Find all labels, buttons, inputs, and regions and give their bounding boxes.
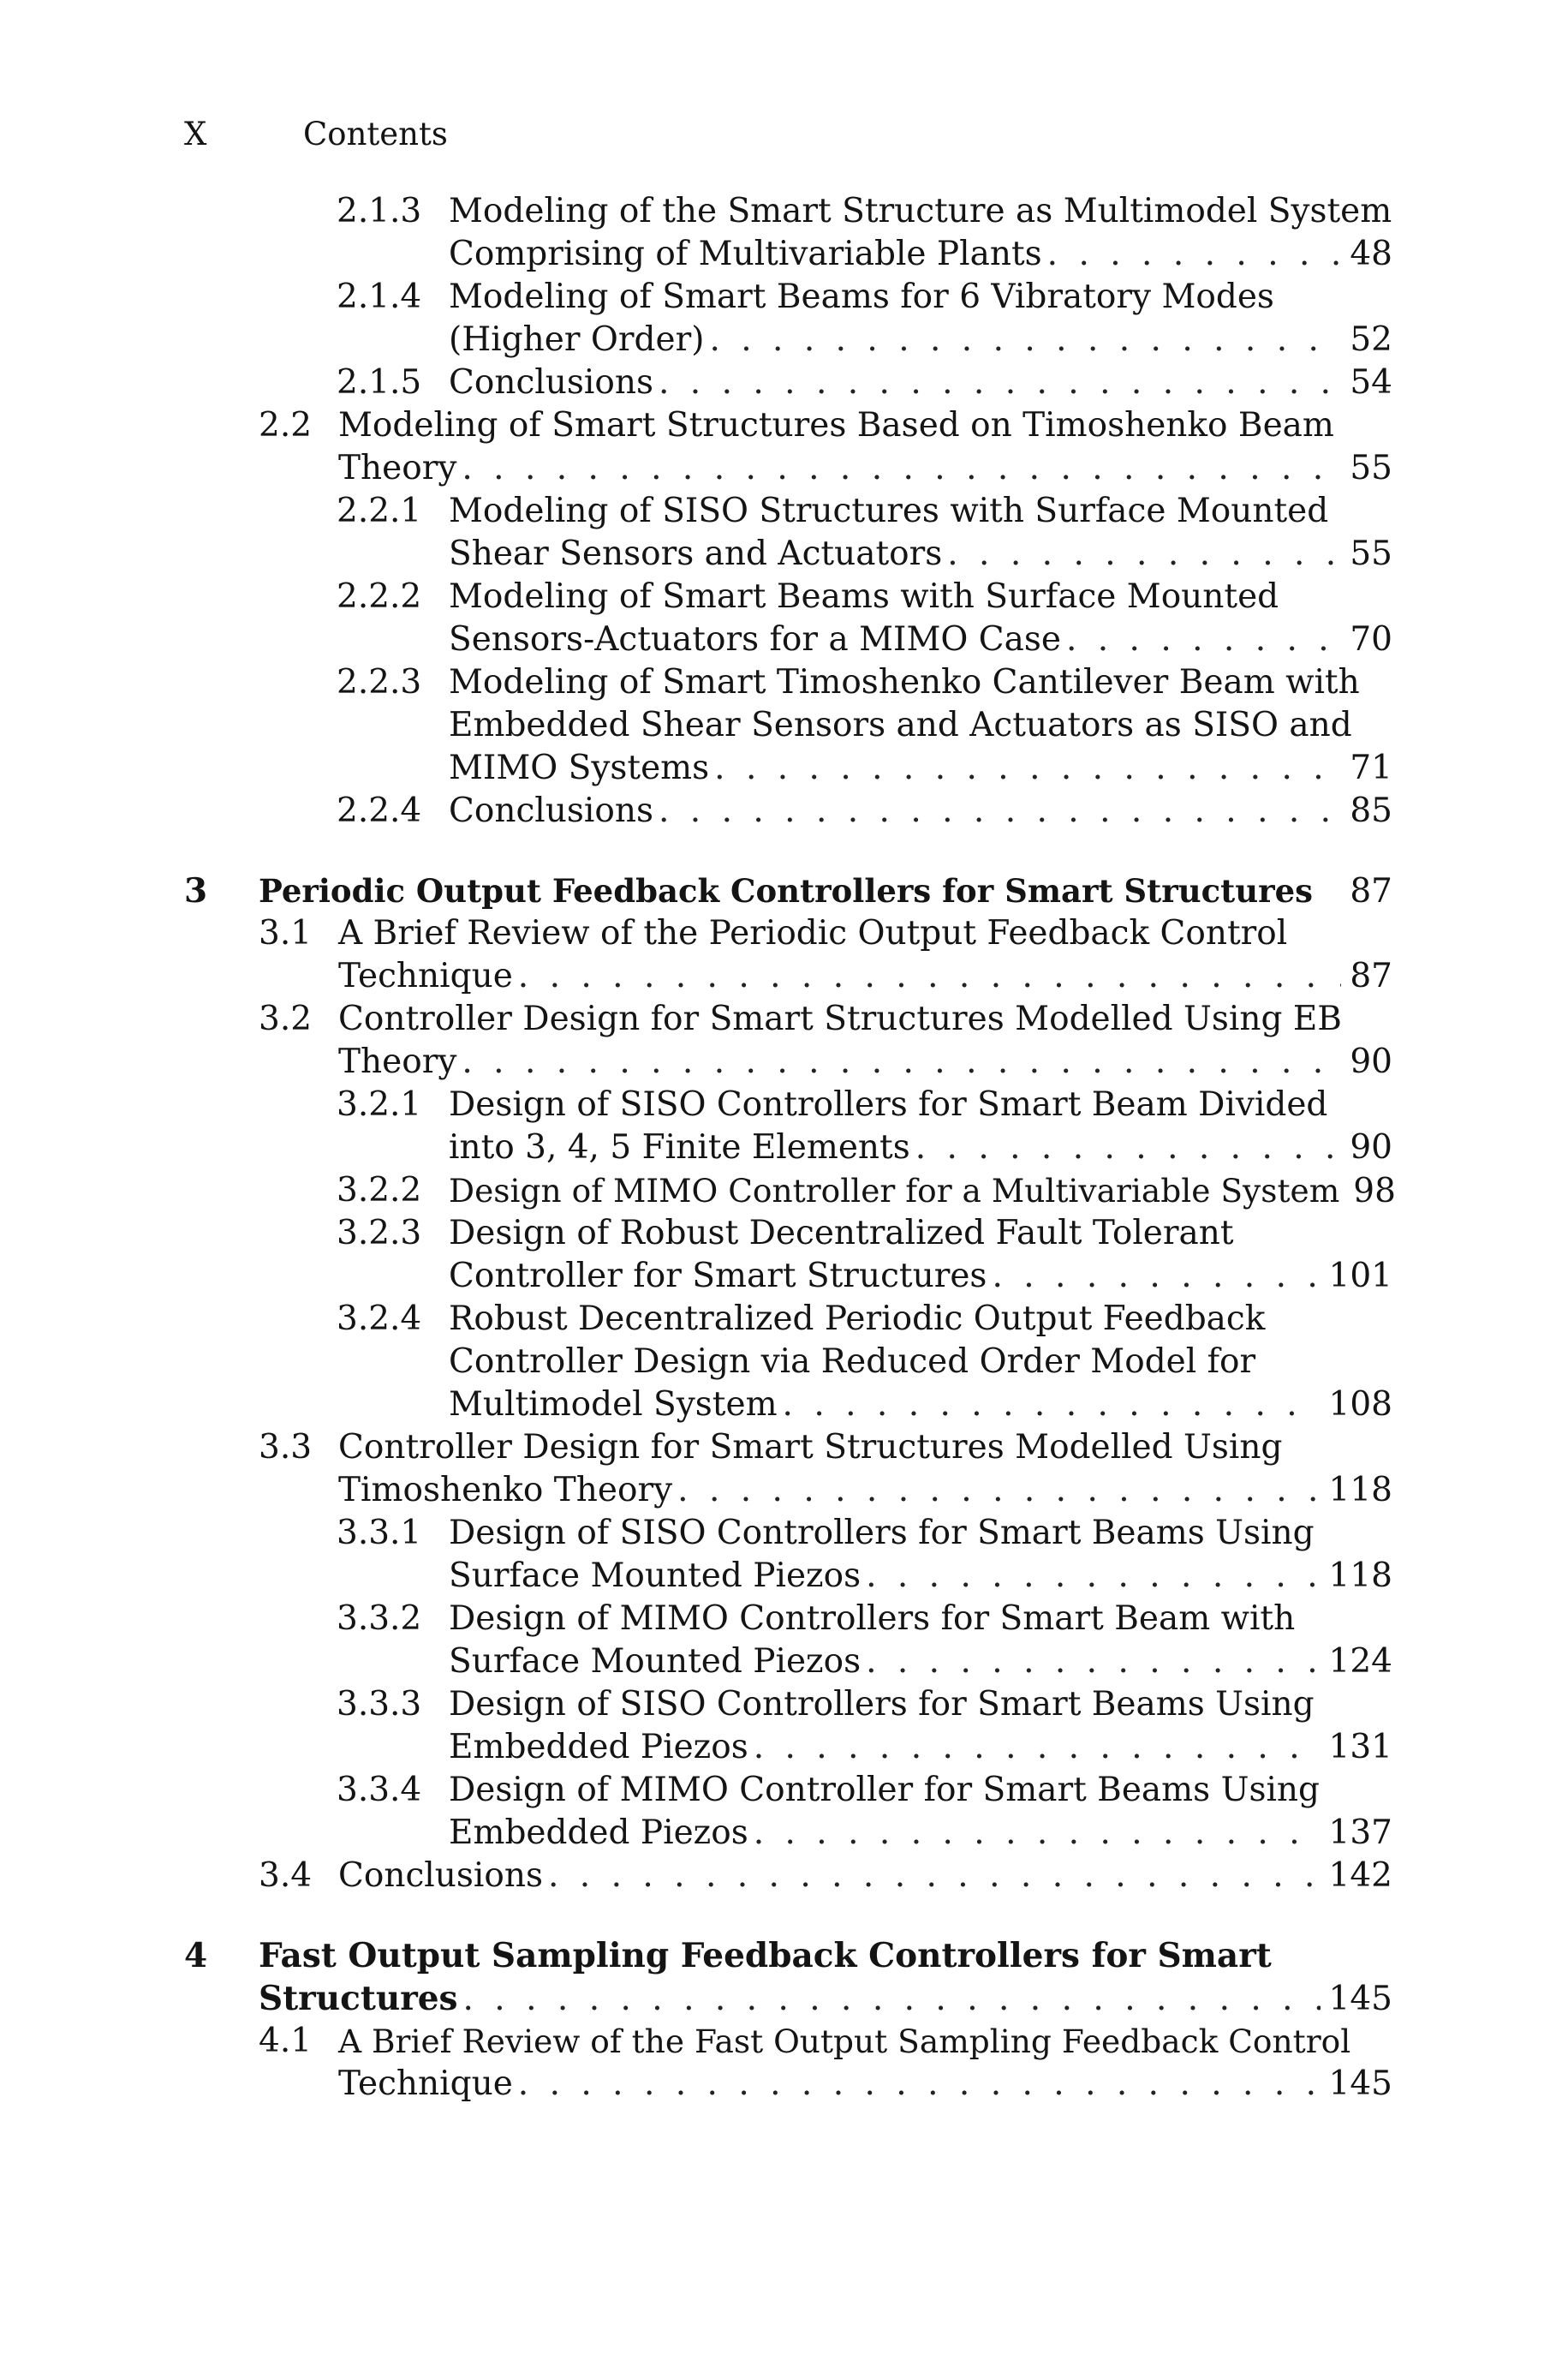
toc-entry-4-1-cont[interactable] — [338, 2063, 1392, 2106]
toc-entry-title-cont: Multimodel System — [449, 1385, 778, 1424]
toc-entry-title-cont: into 3, 4, 5 Finite Elements — [449, 1128, 910, 1167]
toc-entry-3-2-3-cont[interactable] — [449, 1255, 1392, 1298]
toc-entry-2-2-3-cont[interactable] — [449, 704, 1392, 747]
toc-page-number: 101 — [1328, 1257, 1392, 1295]
toc-page-number: 55 — [1350, 449, 1392, 487]
toc-page-number: 90 — [1350, 1128, 1392, 1167]
toc-entry-2-2[interactable] — [259, 404, 1392, 447]
toc-entry-3-3[interactable] — [259, 1426, 1392, 1469]
toc-entry-title: Modeling of SISO Structures with Surface Mounted — [449, 492, 1329, 530]
toc-entry-2-1-5[interactable] — [337, 361, 1392, 404]
toc-entry-3-1-cont[interactable] — [338, 955, 1392, 998]
leader-dots — [754, 1812, 1321, 1855]
leader-dots — [659, 361, 1341, 404]
toc-chapter-4[interactable] — [184, 1934, 1392, 1977]
leader-dots — [754, 1726, 1321, 1769]
toc-entry-number: 3.3.3 — [337, 1685, 422, 1724]
toc-page-number: 124 — [1328, 1642, 1392, 1681]
leader-dots — [915, 1126, 1342, 1169]
toc-entry-3-3-4[interactable] — [337, 1769, 1392, 1812]
toc-entry-number: 2.2.1 — [337, 492, 422, 530]
toc-entry-title: Design of SISO Controllers for Smart Beams Using — [449, 1514, 1315, 1552]
toc-entry-title-cont: Timoshenko Theory — [338, 1471, 673, 1509]
toc-entry-title: Modeling of Smart Beams for 6 Vibratory Modes — [449, 278, 1274, 316]
toc-entry-title: A Brief Review of the Fast Output Sampling Feedback Control — [338, 2022, 1351, 2060]
toc-entry-2-2-2-cont[interactable] — [449, 618, 1392, 661]
leader-dots — [866, 1640, 1320, 1683]
toc-chapter-title-cont: Structures — [259, 1979, 458, 2018]
toc-entry-3-2-1-cont[interactable] — [449, 1126, 1392, 1169]
toc-entry-2-2-1[interactable] — [337, 490, 1392, 533]
toc-entry-title-cont: Surface Mounted Piezos — [449, 1642, 862, 1681]
toc-page-number: 118 — [1328, 1471, 1392, 1509]
leader-dots — [518, 2063, 1321, 2106]
toc-entry-2-2-cont[interactable] — [338, 447, 1392, 490]
toc-entry-2-2-3[interactable] — [337, 661, 1392, 704]
toc-entry-2-2-3-cont2[interactable] — [449, 747, 1392, 790]
leader-dots — [518, 955, 1342, 998]
toc-page-number: 54 — [1350, 363, 1392, 402]
toc-entry-title: Design of SISO Controllers for Smart Beam Divided — [449, 1085, 1328, 1124]
leader-dots — [866, 1555, 1320, 1598]
leader-dots — [462, 1041, 1341, 1084]
toc-page-number: 48 — [1350, 235, 1392, 273]
toc-entry-title: Controller Design for Smart Structures Modelled Using EB — [338, 1000, 1342, 1038]
toc-entry-title: A Brief Review of the Periodic Output Feedback Control — [338, 914, 1288, 953]
toc-entry-3-2-4[interactable] — [337, 1298, 1392, 1341]
toc-entry-3-3-1-cont[interactable] — [449, 1555, 1392, 1598]
toc-entry-2-1-3[interactable] — [337, 190, 1392, 233]
page-folio: X — [184, 116, 207, 152]
toc-entry-number: 4.1 — [259, 2022, 313, 2060]
toc-entry-number: 2.1.5 — [337, 363, 422, 402]
toc-chapter-title: Periodic Output Feedback Controllers for Smart Structures — [259, 872, 1314, 910]
toc-page-number: 87 — [1350, 872, 1392, 911]
toc-entry-title-cont: Controller Design via Reduced Order Model for — [449, 1342, 1256, 1381]
toc-entry-title: Design of SISO Controllers for Smart Beams Using — [449, 1685, 1315, 1724]
toc-entry-title: Modeling of Smart Beams with Surface Mounted — [449, 577, 1279, 616]
toc-entry-title: Controller Design for Smart Structures Modelled Using — [338, 1428, 1283, 1467]
toc-entry-3-3-4-cont[interactable] — [449, 1812, 1392, 1855]
toc-entry-number: 3.3.2 — [337, 1599, 422, 1638]
toc-entry-3-2-3[interactable] — [337, 1212, 1392, 1255]
toc-entry-2-2-4[interactable] — [337, 790, 1392, 833]
toc-entry-3-2-4-cont[interactable] — [449, 1341, 1392, 1383]
toc-entry-number: 3.3 — [259, 1428, 313, 1467]
toc-entry-title: Design of MIMO Controller for a Multivariable System — [449, 1172, 1340, 1210]
toc-page-number: 108 — [1328, 1385, 1392, 1424]
toc-chapter-number: 3 — [184, 871, 208, 911]
toc-entry-title-cont: Shear Sensors and Actuators — [449, 535, 943, 573]
leader-dots — [783, 1383, 1321, 1426]
toc-entry-2-2-2[interactable] — [337, 576, 1392, 618]
toc-entry-title: Conclusions — [449, 363, 653, 402]
toc-entry-title: Conclusions — [449, 792, 653, 830]
toc-entry-number: 2.1.3 — [337, 192, 422, 230]
toc-entry-3-2-cont[interactable] — [338, 1041, 1392, 1084]
toc-entry-title-cont: Embedded Piezos — [449, 1813, 748, 1852]
toc-entry-number: 3.1 — [259, 914, 313, 953]
leader-dots — [548, 1855, 1321, 1897]
toc-entry-3-3-3[interactable] — [337, 1683, 1392, 1726]
toc-entry-title-cont: MIMO Systems — [449, 749, 710, 787]
toc-entry-number: 2.2.3 — [337, 663, 422, 702]
toc-entry-title-cont: Controller for Smart Structures — [449, 1257, 987, 1295]
toc-entry-3-2-4-cont2[interactable] — [449, 1383, 1392, 1426]
toc-entry-4-1[interactable] — [259, 2020, 1392, 2063]
leader-dots — [714, 747, 1341, 790]
toc-page-number: 137 — [1328, 1813, 1392, 1852]
toc-entry-number: 3.2.3 — [337, 1214, 422, 1252]
toc-entry-number: 2.2.2 — [337, 577, 422, 616]
toc-entry-number: 3.3.1 — [337, 1514, 422, 1552]
leader-dots — [1047, 233, 1342, 276]
toc-entry-3-3-2-cont[interactable] — [449, 1640, 1392, 1683]
toc-page-number: 71 — [1350, 749, 1392, 787]
toc-entry-3-4[interactable] — [259, 1855, 1392, 1897]
toc-entry-title: Modeling of the Smart Structure as Multimodel System — [449, 192, 1392, 230]
toc-chapter-title: Fast Output Sampling Feedback Controllers for Smart — [259, 1936, 1272, 1975]
toc-entry-number: 3.2.2 — [337, 1171, 422, 1210]
toc-entry-3-2-2[interactable] — [337, 1169, 1396, 1212]
toc-entry-2-2-1-cont[interactable] — [449, 533, 1392, 576]
toc-page-number: 98 — [1353, 1172, 1396, 1210]
toc-entry-2-1-4-cont[interactable] — [449, 319, 1392, 361]
toc-page-number: 145 — [1328, 2064, 1392, 2103]
toc-entry-title: Design of MIMO Controller for Smart Beams Using — [449, 1771, 1321, 1809]
toc-entry-3-2[interactable] — [259, 998, 1392, 1041]
toc-entry-number: 3.2.1 — [337, 1085, 422, 1124]
toc-page-number: 118 — [1328, 1556, 1392, 1595]
leader-dots — [947, 533, 1341, 576]
running-head-title: Contents — [303, 116, 448, 152]
toc-entry-3-3-1[interactable] — [337, 1512, 1392, 1555]
toc-entry-2-1-3-cont[interactable] — [449, 233, 1392, 276]
toc-entry-2-1-4[interactable] — [337, 276, 1392, 319]
toc-entry-title-cont: Theory — [338, 1043, 457, 1081]
toc-entry-3-3-3-cont[interactable] — [449, 1726, 1392, 1769]
toc-entry-number: 2.2.4 — [337, 792, 422, 830]
toc-entry-title: Modeling of Smart Timoshenko Cantilever Beam with — [449, 663, 1360, 702]
toc-page-number: 131 — [1328, 1728, 1392, 1766]
toc-page-number: 85 — [1350, 792, 1392, 830]
toc-page-number: 145 — [1328, 1980, 1392, 2018]
toc-page-number: 52 — [1350, 320, 1392, 359]
toc-entry-title-cont: Comprising of Multivariable Plants — [449, 235, 1042, 273]
leader-dots — [677, 1469, 1320, 1512]
toc-entry-3-1[interactable] — [259, 912, 1392, 955]
toc-entry-3-2-1[interactable] — [337, 1084, 1392, 1126]
toc-entry-title: Robust Decentralized Periodic Output Feedback — [449, 1300, 1266, 1338]
toc-entry-number: 3.4 — [259, 1856, 313, 1895]
toc-entry-number: 3.2 — [259, 1000, 313, 1038]
toc-page-number: 87 — [1350, 957, 1392, 995]
toc-entry-title: Design of MIMO Controllers for Smart Beam with — [449, 1599, 1296, 1638]
toc-entry-title: Modeling of Smart Structures Based on Timoshenko Beam — [338, 406, 1334, 445]
toc-entry-title-cont: Embedded Shear Sensors and Actuators as SISO and — [449, 706, 1352, 744]
leader-dots — [1066, 618, 1341, 661]
toc-entry-number: 3.3.4 — [337, 1771, 422, 1809]
leader-dots — [462, 447, 1341, 490]
toc-entry-title: Design of Robust Decentralized Fault Tolerant — [449, 1214, 1234, 1252]
toc-page-number: 55 — [1350, 535, 1392, 573]
toc-entry-title-cont: Technique — [338, 957, 513, 995]
toc-entry-title-cont: (Higher Order) — [449, 320, 705, 359]
toc-entry-title-cont: Theory — [338, 449, 457, 487]
leader-dots — [992, 1255, 1320, 1298]
toc-entry-title-cont: Technique — [338, 2064, 513, 2103]
toc-entry-title-cont: Embedded Piezos — [449, 1728, 748, 1766]
toc-entry-number: 2.2 — [259, 406, 313, 445]
toc-chapter-number: 4 — [184, 1936, 208, 1975]
leader-dots — [659, 790, 1341, 833]
leader-dots — [709, 319, 1341, 361]
toc-entry-number: 3.2.4 — [337, 1300, 422, 1338]
toc-entry-title-cont: Surface Mounted Piezos — [449, 1556, 862, 1595]
toc-page-number: 70 — [1350, 620, 1392, 659]
toc-entry-title-cont: Sensors-Actuators for a MIMO Case — [449, 620, 1061, 659]
toc-chapter-4-cont[interactable] — [259, 1977, 1392, 2020]
toc-chapter-3[interactable] — [184, 869, 1392, 912]
leader-dots — [463, 1978, 1321, 2021]
toc-entry-title: Conclusions — [338, 1856, 543, 1895]
toc-entry-3-3-2[interactable] — [337, 1598, 1392, 1640]
toc-page-number: 142 — [1328, 1856, 1392, 1895]
toc-entry-3-3-cont[interactable] — [338, 1469, 1392, 1512]
toc-page-number: 90 — [1350, 1043, 1392, 1081]
toc-entry-number: 2.1.4 — [337, 278, 422, 316]
